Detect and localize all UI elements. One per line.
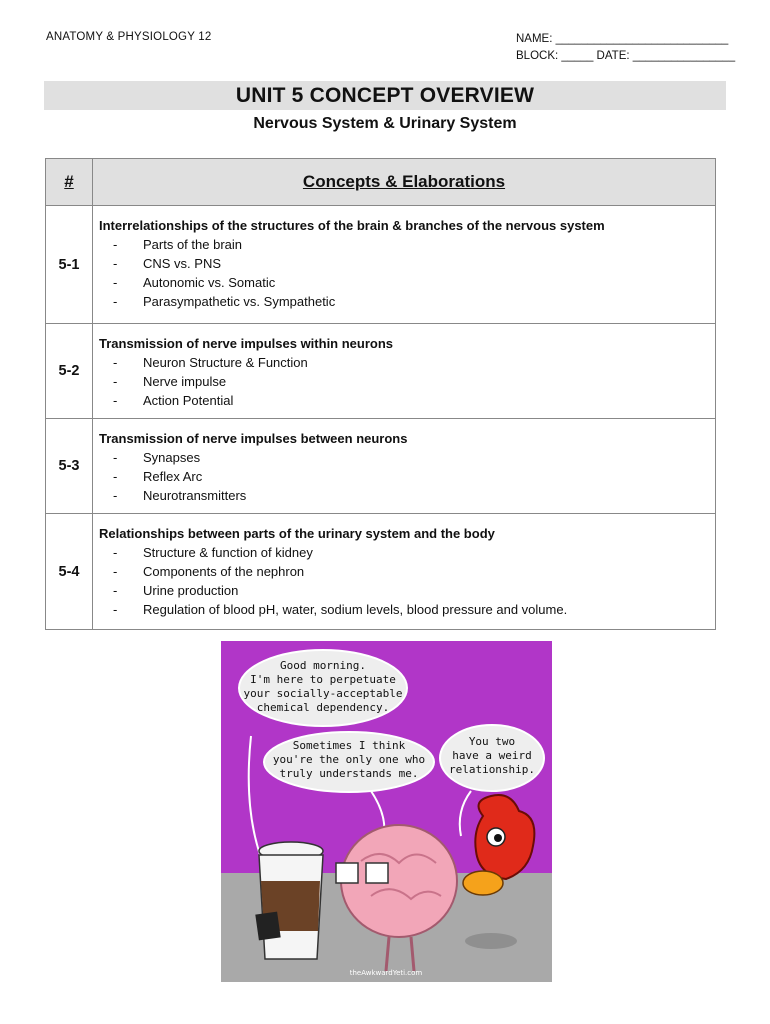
table-row	[46, 419, 716, 514]
concept-title: Relationships between parts of the urinary system and the body	[99, 526, 495, 541]
list-item: - Neuron Structure & Function	[113, 355, 308, 370]
bullet-dash: -	[113, 393, 118, 408]
bullet-dash: -	[113, 355, 118, 370]
list-item: - CNS vs. PNS	[113, 256, 222, 271]
concept-title: Interrelationships of the structures of the brain & branches of the nervous system	[99, 218, 605, 233]
coffee-cup-character	[255, 842, 323, 959]
page-title: UNIT 5 CONCEPT OVERVIEW	[235, 84, 535, 107]
block-date-line: BLOCK: _____ DATE: ________________	[516, 50, 736, 62]
list-item: - Components of the nephron	[113, 564, 305, 579]
concept-number: 5-2	[46, 324, 93, 419]
bullet-dash: -	[113, 294, 118, 309]
bullet-dash: -	[113, 564, 118, 579]
col-concepts-header: Concepts & Elaborations	[93, 159, 716, 206]
bullet-dash: -	[113, 237, 118, 252]
table-row	[46, 206, 716, 324]
bullet-dash: -	[113, 469, 118, 484]
bullet-dash: -	[113, 545, 118, 560]
bubble-text: You two	[468, 735, 516, 748]
concept-cell	[93, 324, 716, 419]
list-item: - Regulation of blood pH, water, sodium levels, blood pressure and volume.	[113, 602, 568, 617]
comic-credit: theAwkwardYeti.com	[349, 969, 423, 977]
list-item: - Parasympathetic vs. Sympathetic	[113, 294, 336, 309]
bubble-text: truly understands me.	[279, 767, 419, 780]
bubble-text: have a weird	[452, 749, 532, 762]
table-row	[46, 514, 716, 630]
concept-number: 5-4	[46, 514, 93, 630]
comic-illustration	[221, 641, 552, 982]
bubble-text: Sometimes I think	[292, 739, 406, 752]
concepts-table	[45, 158, 716, 630]
concept-cell	[93, 206, 716, 324]
page-subtitle: Nervous System & Urinary System	[253, 115, 517, 132]
student-info	[516, 31, 735, 65]
concept-title: Transmission of nerve impulses between neurons	[99, 431, 408, 446]
list-item: - Synapses	[113, 450, 201, 465]
bubble-text: your socially-acceptable	[243, 687, 403, 700]
bubble-text: you're the only one who	[272, 753, 426, 766]
bullet-dash: -	[113, 488, 118, 503]
bullet-dash: -	[113, 275, 118, 290]
concept-cell	[93, 514, 716, 630]
bubble-text: chemical dependency.	[256, 701, 390, 714]
col-number-header: #	[46, 159, 93, 206]
bullet-dash: -	[113, 374, 118, 389]
course-name: ANATOMY & PHYSIOLOGY 12	[46, 31, 212, 43]
list-item: - Reflex Arc	[113, 469, 203, 484]
title-banner	[44, 81, 726, 110]
list-item: - Nerve impulse	[113, 374, 227, 389]
bullet-dash: -	[113, 450, 118, 465]
bubble-text: relationship.	[448, 763, 536, 776]
concept-number: 5-1	[46, 206, 93, 324]
bullet-dash: -	[113, 602, 118, 617]
bullet-dash: -	[113, 256, 118, 271]
list-item: - Action Potential	[113, 393, 234, 408]
table-row	[46, 324, 716, 419]
list-item: - Parts of the brain	[113, 237, 242, 252]
concept-title: Transmission of nerve impulses within neurons	[99, 336, 394, 351]
name-line: NAME: ___________________________	[516, 33, 729, 45]
bullet-dash: -	[113, 583, 118, 598]
table-header-row	[46, 159, 716, 206]
list-item: - Structure & function of kidney	[113, 545, 313, 560]
bubble-text: Good morning.	[279, 659, 367, 672]
concept-cell	[93, 419, 716, 514]
concept-number: 5-3	[46, 419, 93, 514]
list-item: - Neurotransmitters	[113, 488, 247, 503]
list-item: - Urine production	[113, 583, 239, 598]
list-item: - Autonomic vs. Somatic	[113, 275, 276, 290]
bubble-text: I'm here to perpetuate	[250, 673, 396, 686]
